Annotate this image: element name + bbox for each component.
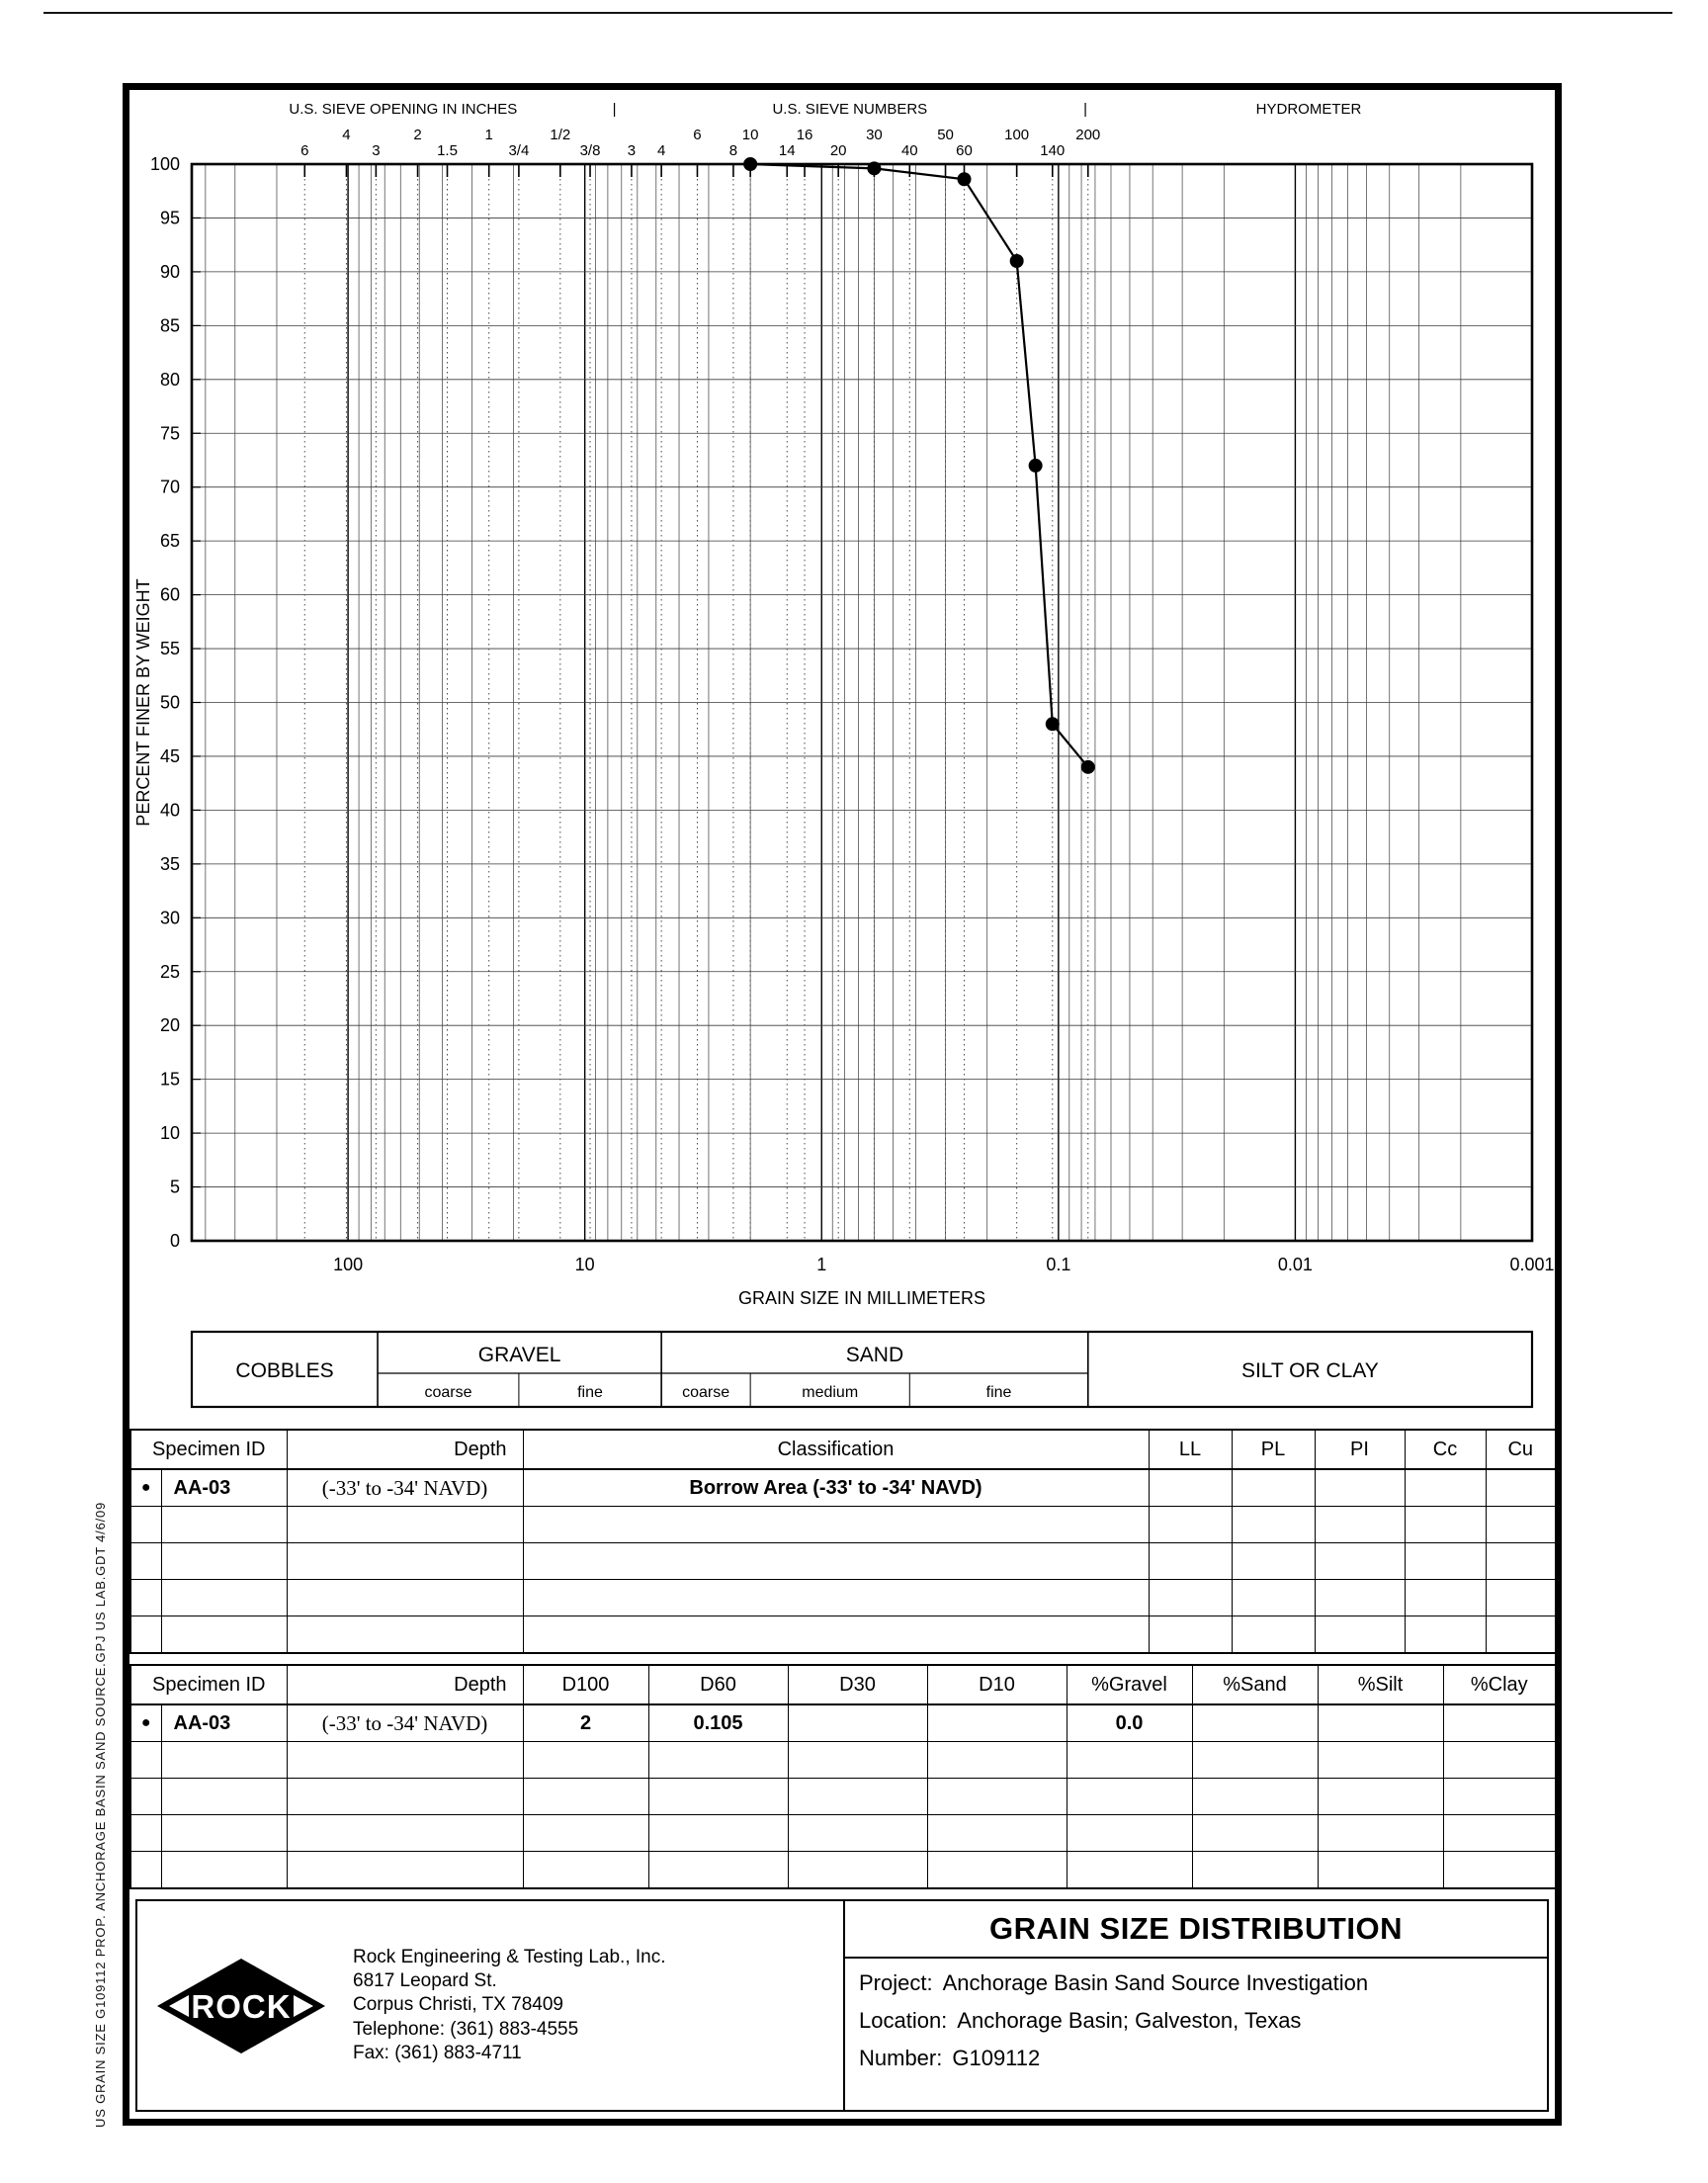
results-table [129, 1664, 1557, 1889]
cell [1405, 1469, 1486, 1507]
empty-row [130, 1742, 1556, 1779]
empty-row [130, 1507, 1556, 1543]
cell [523, 1779, 648, 1815]
cell: Borrow Area (-33' to -34' NAVD) [523, 1469, 1149, 1507]
col-header-silt: %Silt [1318, 1665, 1443, 1704]
project-field [845, 1959, 1547, 1996]
cell [1232, 1580, 1315, 1616]
svg-text:0.1: 0.1 [1046, 1255, 1071, 1274]
svg-text:GRAVEL: GRAVEL [477, 1344, 561, 1366]
cell: (-33' to -34' NAVD) [287, 1704, 523, 1742]
cell [1315, 1616, 1405, 1654]
col-header-d100: D100 [523, 1665, 648, 1704]
cell [1067, 1779, 1192, 1815]
cell [161, 1580, 287, 1616]
col-header-pl: PL [1232, 1430, 1315, 1469]
col-header-cc: Cc [1405, 1430, 1486, 1469]
row-marker [130, 1507, 161, 1543]
row-marker [130, 1852, 161, 1889]
svg-text:fine: fine [577, 1384, 603, 1401]
svg-text:25: 25 [159, 961, 180, 982]
cell [1067, 1742, 1192, 1779]
svg-text:0.01: 0.01 [1277, 1255, 1313, 1274]
svg-text:60: 60 [956, 142, 973, 159]
table-row [130, 1704, 1556, 1742]
title-block [135, 1899, 1549, 2112]
cell [523, 1507, 1149, 1543]
svg-text:70: 70 [159, 477, 180, 497]
empty-row [130, 1543, 1556, 1580]
svg-text:40: 40 [900, 142, 918, 159]
svg-text:80: 80 [159, 369, 180, 390]
company-address [353, 1946, 666, 2066]
svg-text:COBBLES: COBBLES [235, 1359, 334, 1382]
cell [1405, 1507, 1486, 1543]
svg-text:|: | [1083, 101, 1087, 118]
empty-row [130, 1580, 1556, 1616]
col-header-cu: Cu [1486, 1430, 1556, 1469]
results-table-header [130, 1665, 1556, 1704]
cell [523, 1852, 648, 1889]
cell [287, 1580, 523, 1616]
svg-text:50: 50 [159, 692, 180, 713]
svg-text:90: 90 [159, 261, 180, 282]
empty-row [130, 1852, 1556, 1889]
svg-text:40: 40 [159, 800, 180, 821]
svg-text:coarse: coarse [424, 1384, 472, 1401]
svg-text:GRAIN SIZE IN MILLIMETERS: GRAIN SIZE IN MILLIMETERS [737, 1288, 986, 1308]
company-fax: Fax: (361) 883-4711 [353, 2042, 522, 2063]
cell [523, 1815, 648, 1852]
svg-text:4: 4 [656, 142, 666, 159]
col-header-specimen-id: Specimen ID [130, 1665, 287, 1704]
rock-logo-text: ROCK [191, 1987, 292, 2025]
row-marker: ● [130, 1469, 161, 1507]
svg-text:PERCENT FINER BY WEIGHT: PERCENT FINER BY WEIGHT [133, 578, 153, 827]
cell [523, 1616, 1149, 1654]
cell: AA-03 [161, 1469, 287, 1507]
col-header-d30: D30 [788, 1665, 927, 1704]
svg-text:10: 10 [159, 1123, 180, 1144]
number-value: G109112 [952, 2046, 1041, 2070]
svg-text:35: 35 [159, 853, 180, 874]
cell [648, 1815, 788, 1852]
svg-text:HYDROMETER: HYDROMETER [1255, 101, 1362, 118]
svg-text:95: 95 [159, 208, 180, 228]
cell [1443, 1704, 1556, 1742]
col-header-clay: %Clay [1443, 1665, 1556, 1704]
svg-text:|: | [612, 101, 617, 118]
empty-row [130, 1779, 1556, 1815]
cell [1486, 1543, 1556, 1580]
svg-text:6: 6 [300, 142, 309, 159]
svg-text:85: 85 [159, 315, 180, 336]
cell [287, 1616, 523, 1654]
report-title: GRAIN SIZE DISTRIBUTION [845, 1901, 1547, 1959]
col-header-depth: Depth [287, 1430, 523, 1469]
cell [788, 1704, 927, 1742]
svg-text:1: 1 [484, 127, 493, 143]
cell: (-33' to -34' NAVD) [287, 1469, 523, 1507]
cell [1192, 1815, 1318, 1852]
company-street: 6817 Leopard St. [353, 1970, 497, 1992]
cell [1192, 1779, 1318, 1815]
cell [161, 1507, 287, 1543]
cell [287, 1815, 523, 1852]
grain-size-distribution-chart [129, 90, 1555, 1420]
cell [1318, 1852, 1443, 1889]
svg-text:20: 20 [159, 1015, 180, 1036]
classification-table-header [130, 1430, 1556, 1469]
cell [788, 1779, 927, 1815]
col-header-pi: PI [1315, 1430, 1405, 1469]
col-header-specimen-id: Specimen ID [130, 1430, 287, 1469]
company-city: Corpus Christi, TX 78409 [353, 1994, 563, 2016]
location-field [845, 1996, 1547, 2034]
cell [788, 1742, 927, 1779]
cell [1232, 1469, 1315, 1507]
col-header-d10: D10 [927, 1665, 1067, 1704]
report-frame [123, 83, 1562, 2126]
cell: 0.0 [1067, 1704, 1192, 1742]
svg-text:100: 100 [149, 154, 180, 174]
svg-text:4: 4 [342, 127, 351, 143]
cell [927, 1852, 1067, 1889]
cell [161, 1815, 287, 1852]
cell [1443, 1779, 1556, 1815]
company-name: Rock Engineering & Testing Lab., Inc. [353, 1946, 666, 1967]
cell [287, 1852, 523, 1889]
empty-row [130, 1616, 1556, 1654]
cell [788, 1815, 927, 1852]
svg-text:1/2: 1/2 [550, 127, 571, 143]
cell [927, 1704, 1067, 1742]
col-header-depth: Depth [287, 1665, 523, 1704]
svg-text:medium: medium [802, 1384, 859, 1401]
cell [523, 1580, 1149, 1616]
location-value: Anchorage Basin; Galveston, Texas [957, 2008, 1302, 2033]
project-value: Anchorage Basin Sand Source Investigation [942, 1970, 1369, 1995]
svg-text:SILT OR CLAY: SILT OR CLAY [1240, 1359, 1379, 1382]
page-edge-line [43, 12, 1672, 14]
svg-text:3/8: 3/8 [579, 142, 601, 159]
cell [287, 1543, 523, 1580]
svg-text:16: 16 [796, 127, 813, 143]
svg-text:5: 5 [169, 1177, 180, 1197]
svg-text:8: 8 [728, 142, 738, 159]
svg-text:140: 140 [1040, 142, 1066, 159]
cell [1318, 1742, 1443, 1779]
cell [523, 1742, 648, 1779]
svg-text:3: 3 [627, 142, 637, 159]
cell: 2 [523, 1704, 648, 1742]
svg-text:30: 30 [159, 908, 180, 928]
cell [1315, 1580, 1405, 1616]
svg-text:U.S. SIEVE OPENING IN INCHES: U.S. SIEVE OPENING IN INCHES [289, 101, 518, 118]
project-label: Project: [859, 1970, 933, 1995]
cell [1149, 1543, 1232, 1580]
row-marker [130, 1616, 161, 1654]
cell [161, 1543, 287, 1580]
classification-table [129, 1429, 1557, 1654]
cell [161, 1779, 287, 1815]
svg-text:coarse: coarse [682, 1384, 730, 1401]
cell [927, 1779, 1067, 1815]
company-block [137, 1901, 845, 2110]
cell [161, 1616, 287, 1654]
cell [1315, 1507, 1405, 1543]
row-marker: ● [130, 1704, 161, 1742]
svg-text:SAND: SAND [845, 1344, 904, 1366]
cell [287, 1507, 523, 1543]
cell [648, 1779, 788, 1815]
table-row [130, 1469, 1556, 1507]
cell [1443, 1852, 1556, 1889]
cell [1405, 1616, 1486, 1654]
cell [1067, 1852, 1192, 1889]
svg-text:1.5: 1.5 [437, 142, 458, 159]
cell [1067, 1815, 1192, 1852]
row-marker [130, 1742, 161, 1779]
svg-text:6: 6 [693, 127, 702, 143]
svg-text:50: 50 [937, 127, 954, 143]
cell [1318, 1704, 1443, 1742]
cell [1315, 1543, 1405, 1580]
cell [1232, 1616, 1315, 1654]
col-header-d60: D60 [648, 1665, 788, 1704]
cell [927, 1742, 1067, 1779]
cell [287, 1742, 523, 1779]
rock-logo [153, 1957, 329, 2055]
svg-text:30: 30 [866, 127, 883, 143]
row-marker [130, 1815, 161, 1852]
file-info-sidebar: US GRAIN SIZE G109112 PROP. ANCHORAGE BASIN SAND SOURCE.GPJ US LAB.GDT 4/6/09 [93, 1501, 108, 2128]
cell [1443, 1742, 1556, 1779]
row-marker [130, 1580, 161, 1616]
cell [1149, 1469, 1232, 1507]
company-phone: Telephone: (361) 883-4555 [353, 2018, 579, 2040]
cell [788, 1852, 927, 1889]
cell [1149, 1580, 1232, 1616]
cell [287, 1779, 523, 1815]
cell [1405, 1543, 1486, 1580]
svg-text:65: 65 [159, 531, 180, 552]
col-header-gravel: %Gravel [1067, 1665, 1192, 1704]
cell [1149, 1616, 1232, 1654]
svg-text:75: 75 [159, 423, 180, 444]
cell [1232, 1507, 1315, 1543]
cell [1149, 1507, 1232, 1543]
cell [1486, 1469, 1556, 1507]
cell [1443, 1815, 1556, 1852]
cell [1192, 1704, 1318, 1742]
svg-text:100: 100 [1004, 127, 1030, 143]
svg-text:2: 2 [413, 127, 422, 143]
svg-text:200: 200 [1075, 127, 1101, 143]
svg-text:20: 20 [829, 142, 847, 159]
number-label: Number: [859, 2046, 943, 2070]
svg-text:0: 0 [169, 1231, 180, 1251]
cell [161, 1742, 287, 1779]
cell [1192, 1742, 1318, 1779]
cell [1486, 1580, 1556, 1616]
cell [1192, 1852, 1318, 1889]
svg-text:fine: fine [985, 1384, 1012, 1401]
report-title-block [845, 1901, 1547, 2110]
svg-text:14: 14 [778, 142, 796, 159]
svg-text:10: 10 [741, 127, 759, 143]
svg-text:U.S. SIEVE NUMBERS: U.S. SIEVE NUMBERS [772, 101, 928, 118]
svg-text:1: 1 [816, 1255, 827, 1274]
cell [648, 1742, 788, 1779]
col-header-sand: %Sand [1192, 1665, 1318, 1704]
cell [523, 1543, 1149, 1580]
svg-text:3/4: 3/4 [508, 142, 530, 159]
svg-text:45: 45 [159, 745, 180, 766]
col-header-ll: LL [1149, 1430, 1232, 1469]
cell [927, 1815, 1067, 1852]
cell [1232, 1543, 1315, 1580]
svg-text:100: 100 [333, 1255, 364, 1274]
row-marker [130, 1779, 161, 1815]
empty-row [130, 1815, 1556, 1852]
svg-text:3: 3 [372, 142, 381, 159]
cell [648, 1852, 788, 1889]
cell [1318, 1779, 1443, 1815]
svg-text:15: 15 [159, 1069, 180, 1090]
location-label: Location: [859, 2008, 948, 2033]
svg-text:60: 60 [159, 584, 180, 605]
svg-text:0.001: 0.001 [1509, 1255, 1555, 1274]
cell [1486, 1507, 1556, 1543]
cell [1315, 1469, 1405, 1507]
svg-text:55: 55 [159, 639, 180, 659]
cell [1405, 1580, 1486, 1616]
svg-text:10: 10 [574, 1255, 595, 1274]
cell [1486, 1616, 1556, 1654]
row-marker [130, 1543, 161, 1580]
cell: 0.105 [648, 1704, 788, 1742]
cell [161, 1852, 287, 1889]
cell: AA-03 [161, 1704, 287, 1742]
col-header-classification: Classification [523, 1430, 1149, 1469]
number-field [845, 2034, 1547, 2071]
cell [1318, 1815, 1443, 1852]
